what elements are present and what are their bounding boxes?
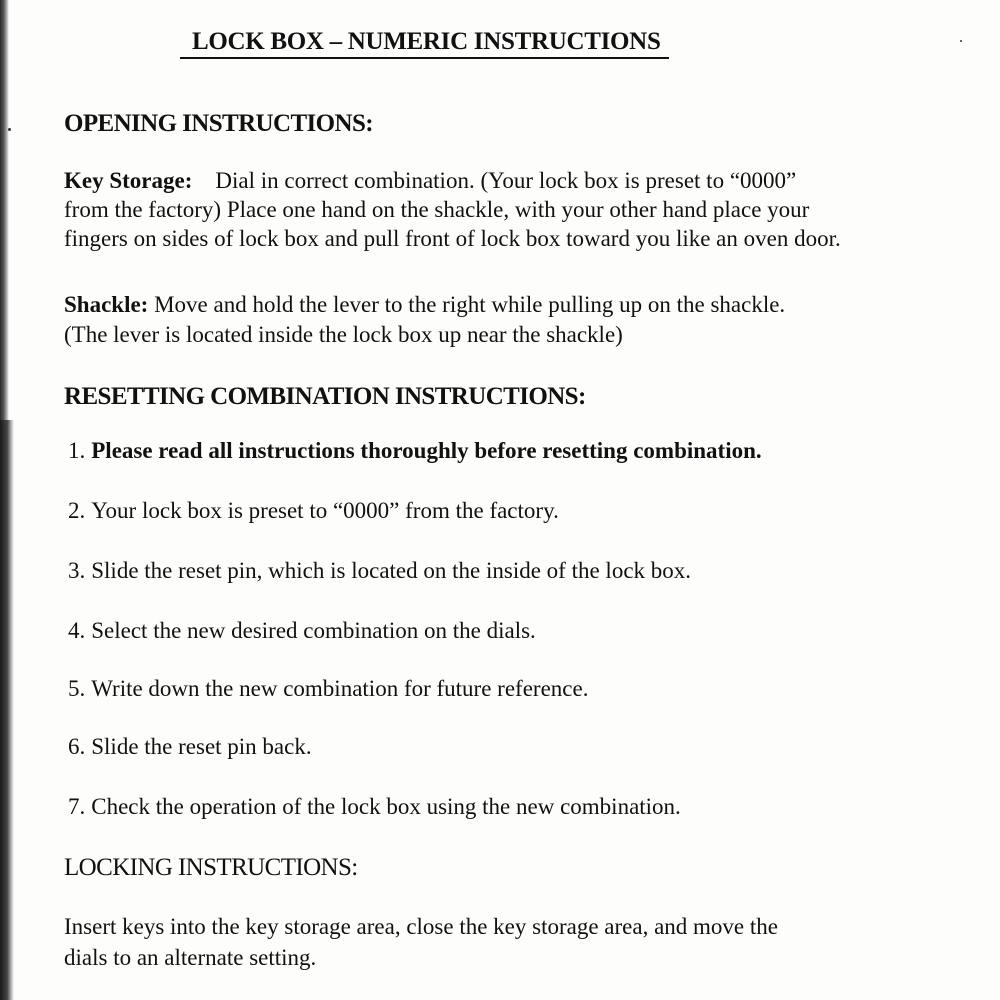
- step-text: Your lock box is preset to “0000” from the factory.: [91, 498, 559, 523]
- shackle-line-2: (The lever is located inside the lock box up near the shackle): [64, 322, 623, 347]
- scan-edge-shadow-lower: [0, 420, 14, 1000]
- step-text: Select the new desired combination on the dials.: [91, 618, 536, 643]
- scan-speck: [960, 40, 962, 42]
- step-number: 5.: [68, 676, 86, 701]
- step-text: Slide the reset pin, which is located on the inside of the lock box.: [91, 558, 692, 583]
- list-item: [68, 558, 691, 584]
- locking-line-2: dials to an alternate setting.: [64, 945, 317, 970]
- step-number: 1.: [68, 438, 86, 463]
- list-item: [68, 794, 681, 820]
- step-number: 4.: [68, 618, 86, 643]
- resetting-heading: RESETTING COMBINATION INSTRUCTIONS:: [64, 383, 586, 410]
- key-storage-label: Key Storage:: [64, 168, 193, 193]
- key-storage-text-1: Dial in correct combination. (Your lock box is preset to “0000”: [215, 168, 797, 193]
- document-title: LOCK BOX – NUMERIC INSTRUCTIONS: [180, 28, 669, 59]
- shackle-label: Shackle:: [64, 292, 149, 317]
- key-storage-line-2: from the factory) Place one hand on the shackle, with your other hand place your: [64, 197, 810, 222]
- locking-heading: LOCKING INSTRUCTIONS:: [64, 854, 358, 881]
- list-item: [68, 676, 588, 702]
- opening-heading: OPENING INSTRUCTIONS:: [64, 110, 373, 137]
- step-number: 7.: [68, 794, 86, 819]
- scan-speck: [8, 128, 11, 131]
- shackle-text-1: Move and hold the lever to the right while pulling up on the shackle.: [154, 292, 786, 317]
- step-text: Slide the reset pin back.: [91, 734, 312, 759]
- locking-line-1: Insert keys into the key storage area, close the key storage area, and move the: [64, 914, 778, 939]
- step-text: Please read all instructions thoroughly before resetting combination.: [91, 438, 762, 463]
- step-number: 3.: [68, 558, 86, 583]
- list-item: [68, 498, 559, 524]
- shackle-line-1: [64, 290, 785, 319]
- step-text: Write down the new combination for future reference.: [91, 676, 589, 701]
- step-text: Check the operation of the lock box using the new combination.: [91, 794, 681, 819]
- step-number: 6.: [68, 734, 86, 759]
- list-item: [68, 618, 536, 644]
- key-storage-line-1: [64, 166, 796, 195]
- step-number: 2.: [68, 498, 86, 523]
- list-item: [68, 734, 312, 760]
- list-item: [68, 438, 762, 464]
- key-storage-line-3: fingers on sides of lock box and pull front of lock box toward you like an oven door.: [64, 226, 841, 251]
